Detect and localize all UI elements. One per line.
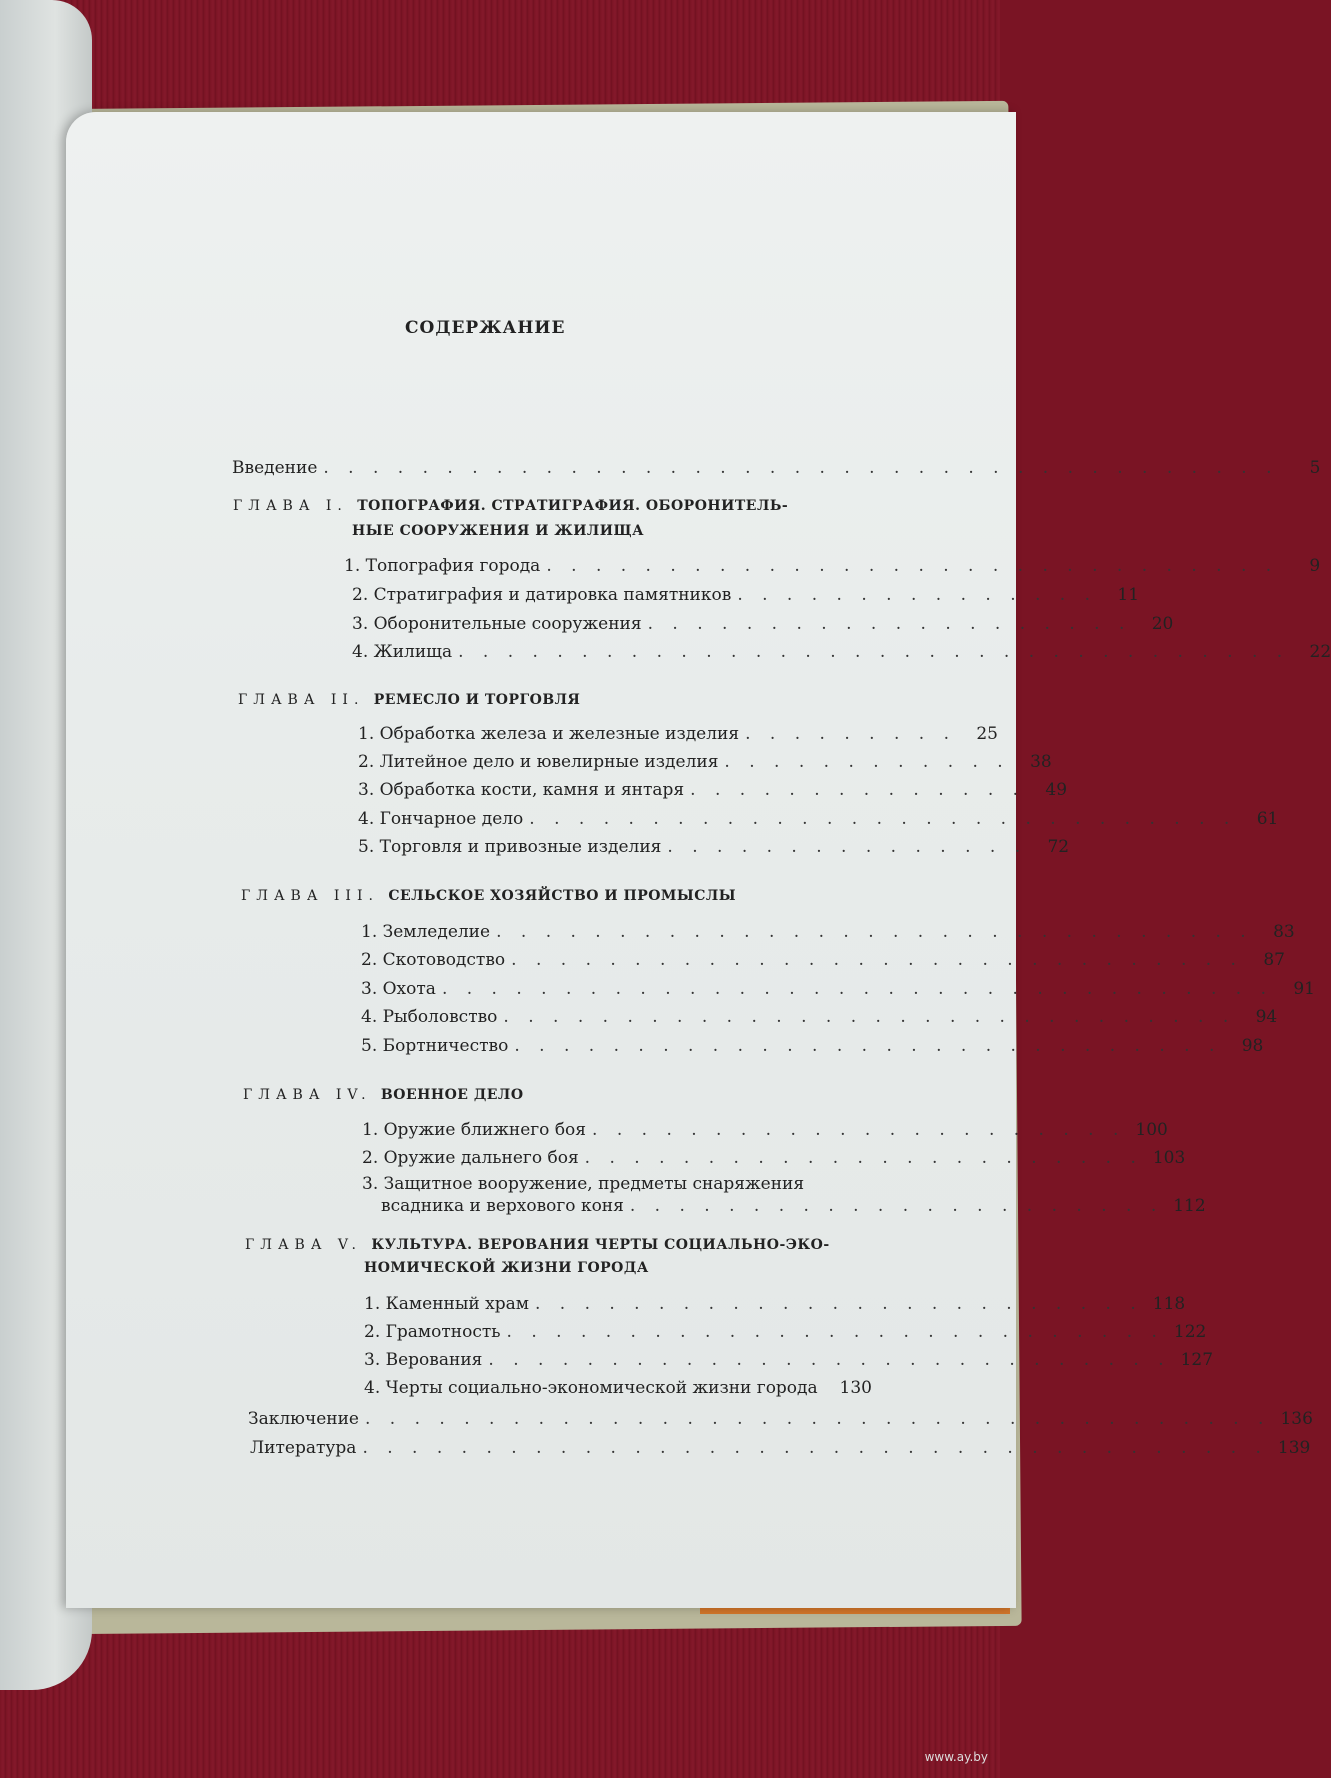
toc-row (362, 1148, 1186, 1168)
chapter-heading-3 (241, 888, 736, 904)
toc-row (361, 979, 1315, 999)
toc-leader-dots: . . . . . . . . . . . . . . . (667, 837, 1028, 857)
chapter-title-line2: НЫЕ СООРУЖЕНИЯ И ЖИЛИЩА (352, 523, 645, 539)
toc-label: Заключение (248, 1409, 359, 1429)
toc-page-number: 139 (1277, 1438, 1311, 1458)
toc-row (364, 1294, 1186, 1314)
page-title: СОДЕРЖАНИЕ (405, 318, 566, 338)
toc-leader-dots: . . . . . . . . . . . . . . . (737, 585, 1098, 605)
chapter-heading-1 (233, 498, 788, 514)
toc-page-number: 49 (1045, 780, 1068, 800)
toc-label: 1. Каменный храм (364, 1294, 529, 1314)
toc-leader-dots: . . . . . . . . . . . . . . . . . . . . . . . . . . . . . . (503, 1007, 1236, 1027)
toc-leader-dots: . . . . . . . . . . . . . . . . . . . . . . . . . . . . . . . . . . (458, 642, 1290, 662)
toc-page-number: 100 (1135, 1120, 1168, 1140)
toc-leader-dots: . . . . . . . . . . . . . . . . . . . . (647, 614, 1132, 634)
toc-label: 5. Бортничество (361, 1036, 509, 1056)
toc-leader-dots: . . . . . . . . . . . . . . . . . . . . . . (592, 1120, 1126, 1140)
toc-leader-dots: . . . . . . . . . . . . . . . . . . . . . . . . . . . (506, 1322, 1164, 1342)
toc-leader-dots: . . . . . . . . . . . . . . . . . . . . . . . . . . . . . . . . . . . . . (364, 1409, 1271, 1429)
toc-leader-dots: . . . . . . . . . . . . . . . . . . . . . . . . . . . . . . . . . . . . . (362, 1438, 1268, 1458)
chapter-title-line1: КУЛЬТУРА. ВЕРОВАНИЯ ЧЕРТЫ СОЦИАЛЬНО-ЭКО- (371, 1237, 830, 1253)
toc-label: 2. Стратиграфия и датировка памятников (352, 585, 732, 605)
chapter-prefix: ГЛАВА I. (233, 498, 348, 514)
toc-page-number: 118 (1152, 1294, 1186, 1314)
toc-leader-dots: . . . . . . . . . . . . . . . . . . . . . . . (584, 1148, 1143, 1168)
toc-row (358, 809, 1279, 829)
chapter-prefix: ГЛАВА III. (241, 888, 379, 904)
toc-label: 3. Обработка кости, камня и янтаря (358, 780, 685, 800)
toc-leader-dots: . . . . . . . . . (745, 724, 956, 744)
toc-page-number: 103 (1152, 1148, 1186, 1168)
toc-label: Введение (232, 458, 318, 478)
toc-page-number: 122 (1173, 1322, 1207, 1342)
toc-label: 5. Торговля и привозные изделия (358, 837, 662, 857)
toc-label: 1. Оружие ближнего боя (362, 1120, 587, 1140)
toc-leader-dots: . . . . . . . . . . . . . . . . . . . . . . (629, 1196, 1164, 1216)
toc-page-number: 87 (1263, 950, 1285, 970)
toc-row (361, 1036, 1264, 1056)
toc-page-number: 11 (1117, 585, 1140, 605)
toc-page-number: 91 (1293, 979, 1315, 999)
toc-page-number: 127 (1180, 1350, 1214, 1370)
chapter-title-line2: НОМИЧЕСКОЙ ЖИЗНИ ГОРОДА (364, 1260, 649, 1276)
toc-row-literature (250, 1438, 1311, 1458)
toc-page-number: 9 (1309, 556, 1321, 576)
toc-page-number: 136 (1280, 1409, 1313, 1429)
toc-row (361, 1007, 1278, 1027)
toc-page-number: 83 (1273, 922, 1295, 942)
toc-label: Литература (250, 1438, 357, 1458)
toc-row (352, 614, 1174, 634)
toc-row (362, 1120, 1168, 1140)
toc-label: 2. Скотоводство (361, 950, 506, 970)
toc-label: 1. Обработка железа и железные изделия (358, 724, 740, 744)
toc-leader-dots: . . . . . . . . . . . . . . (690, 780, 1026, 800)
toc-row-intro (232, 458, 1321, 478)
toc-row (361, 922, 1295, 942)
toc-leader-dots: . . . . . . . . . . . . . . . . . . . . . . . . . . . . . . (546, 556, 1279, 576)
toc-page-number: 25 (976, 724, 998, 744)
toc-page-number: 22 (1309, 642, 1331, 662)
toc-page-number: 112 (1173, 1196, 1206, 1216)
toc-leader-dots: . . . . . . . . . . . . . . . . . . . . . . . . . . . . . (529, 809, 1237, 829)
toc-label: 4. Рыболовство (361, 1007, 498, 1027)
toc-label: всадника и верхового коня (381, 1196, 624, 1216)
toc-label: 2. Литейное дело и ювелирные изделия (358, 752, 719, 772)
chapter-title-line1: СЕЛЬСКОЕ ХОЗЯЙСТВО И ПРОМЫСЛЫ (388, 888, 737, 904)
chapter-heading-2 (238, 692, 580, 708)
chapter-heading-5 (245, 1237, 830, 1253)
toc-row (364, 1378, 872, 1398)
toc-row (381, 1196, 1206, 1216)
toc-row (358, 837, 1070, 857)
toc-label: 4. Жилища (352, 642, 453, 662)
chapter-prefix: ГЛАВА IV. (243, 1087, 372, 1103)
chapter-heading-4 (243, 1087, 524, 1103)
toc-row (361, 950, 1285, 970)
toc-row (352, 642, 1331, 662)
toc-row (364, 1350, 1214, 1370)
toc-row (364, 1322, 1207, 1342)
toc-label: 4. Гончарное дело (358, 809, 524, 829)
toc-page-number: 130 (839, 1378, 872, 1398)
chapter-title-line1: ВОЕННОЕ ДЕЛО (380, 1087, 524, 1103)
toc-leader-dots: . . . . . . . . . . . . (724, 752, 1010, 772)
toc-leader-dots: . . . . . . . . . . . . . . . . . . . . . . . . . . . . . . . . . . (441, 979, 1273, 999)
toc-leader-dots: . . . . . . . . . . . . . . . . . . . . . . . . . . . . (488, 1350, 1171, 1370)
toc-leader-dots: . . . . . . . . . . . . . . . . . . . . . . . . . (534, 1294, 1143, 1314)
toc-label: 4. Черты социально-экономической жизни города (364, 1378, 818, 1398)
toc-page-number: 61 (1256, 809, 1279, 829)
chapter-prefix: ГЛАВА V. (245, 1237, 363, 1253)
toc-row (358, 780, 1068, 800)
toc-leader-dots: . . . . . . . . . . . . . . . . . . . . . . . . . . . . . . . (496, 922, 1253, 942)
toc-row (344, 556, 1321, 576)
toc-row-conclusion (248, 1409, 1313, 1429)
toc-label: 2. Оружие дальнего боя (362, 1148, 579, 1168)
toc-label: 3. Охота (361, 979, 436, 999)
toc-leader-dots: . . . . . . . . . . . . . . . . . . . . . . . . . . . . . . . . . . . . . . . (323, 458, 1279, 478)
toc-label: 2. Грамотность (364, 1322, 501, 1342)
chapter-prefix: ГЛАВА II. (238, 692, 365, 708)
toc-leader-dots: . . . . . . . . . . . . . . . . . . . . . . . . . . . . . . (511, 950, 1243, 970)
toc-label: 1. Земледелие (361, 922, 491, 942)
chapter-title-line1: РЕМЕСЛО И ТОРГОВЛЯ (373, 692, 581, 708)
toc-row (352, 585, 1140, 605)
watermark: www.ay.by (924, 1750, 988, 1764)
toc-page-number: 98 (1241, 1036, 1264, 1056)
toc-page-number: 72 (1047, 837, 1070, 857)
toc-label: 3. Оборонительные сооружения (352, 614, 642, 634)
toc-leader-dots: . . . . . . . . . . . . . . . . . . . . . . . . . . . . . (514, 1036, 1222, 1056)
toc-page-number: 20 (1151, 614, 1174, 634)
chapter-title-line1: ТОПОГРАФИЯ. СТРАТИГРАФИЯ. ОБОРОНИТЕЛЬ- (357, 498, 789, 514)
toc-page-number: 94 (1255, 1007, 1278, 1027)
toc-row-multiline-line1: 3. Защитное вооружение, предметы снаряжения (362, 1174, 805, 1194)
toc-page-number: 38 (1030, 752, 1052, 772)
toc-label: 1. Топография города (344, 556, 541, 576)
toc-row (358, 724, 998, 744)
toc-row (358, 752, 1052, 772)
toc-page-number: 5 (1309, 458, 1321, 478)
toc-label: 3. Верования (364, 1350, 483, 1370)
